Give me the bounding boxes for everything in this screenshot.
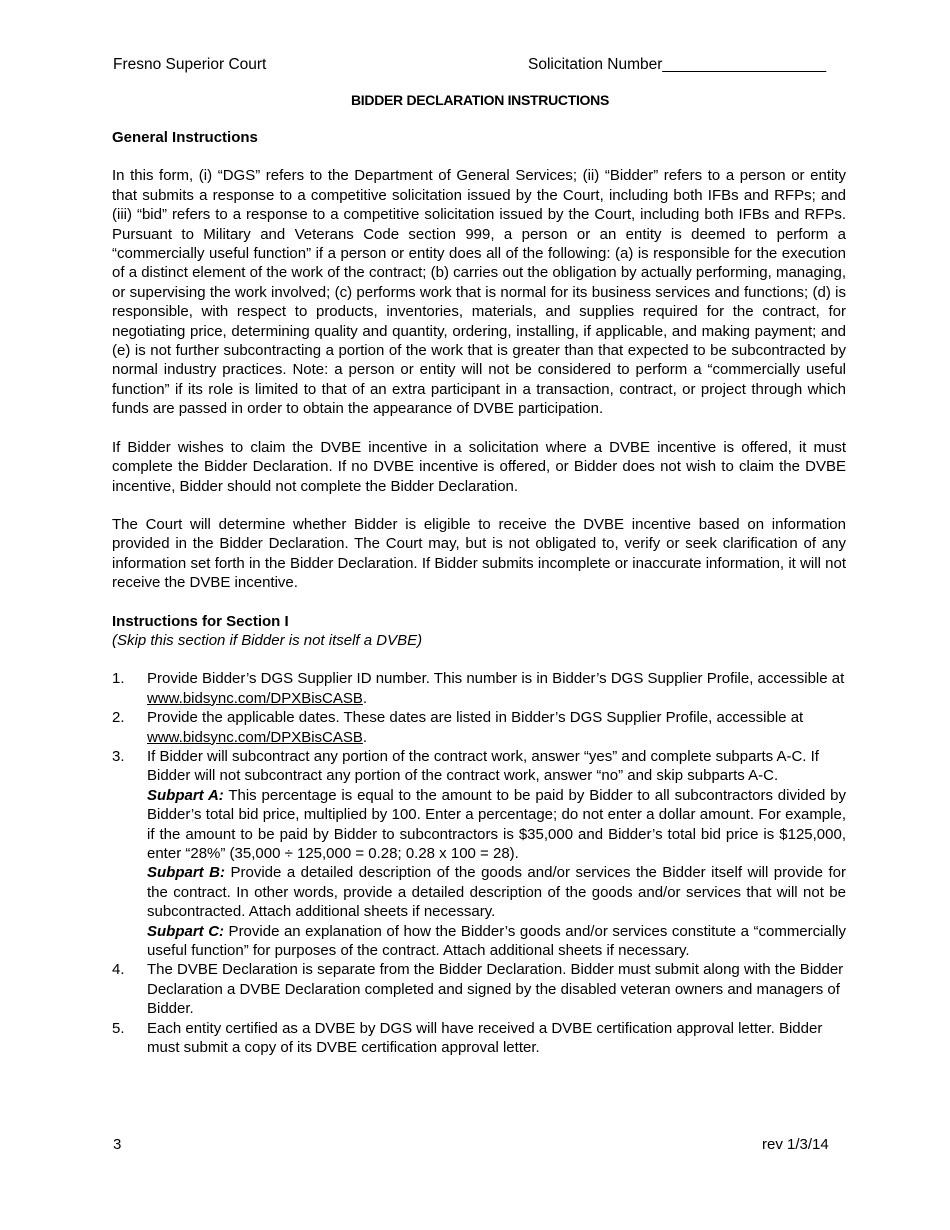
item-text: The DVBE Declaration is separate from the Bidder Declaration. Bidder must submit along with the Bidder Declaration a DVBE Declaration completed and signed by the disabled veteran owners and managers of Bidder. [147, 961, 844, 1018]
document-body [112, 128, 846, 1057]
list-item [112, 960, 846, 1018]
subpart-text: Provide an explanation of how the Bidder’s goods and/or services constitute a “commercially useful function” for purposes of the contract. Attach additional sheets if necessary. [147, 922, 846, 960]
item-number: 3. [112, 747, 125, 765]
section1-heading: Instructions for Section I [112, 612, 289, 630]
subpart-text: Provide a detailed description of the goods and/or services the Bidder itself will provide for the contract. In other words, provide a detailed description of the goods and/or services that will not be subcontracted. Attach additional sheets if necessary. [147, 864, 846, 921]
solicitation-number-field: Solicitation Number___________________ [528, 56, 827, 73]
item-number: 2. [112, 709, 125, 727]
bidsync-link[interactable]: www.bidsync.com/DPXBisCASB [147, 689, 363, 707]
item-end: . [362, 689, 368, 707]
subpart-text: This percentage is equal to the amount to be paid by Bidder to all subcontractors divided by Bidder’s total bid price, multiplied by 100. Enter a percentage; do not enter a dollar amount. For example, if the amount to be paid by Bidder to subcontractors is $35,000 and Bidder’s total bid price is $125,000, enter “28%” (35,000 ÷ 125,000 = 0.28; 0.28 x 100 = 28). [147, 786, 846, 862]
subpart-label: Subpart C: [147, 922, 225, 940]
list-item [112, 708, 846, 747]
page-title: BIDDER DECLARATION INSTRUCTIONS [351, 92, 609, 108]
general-paragraph-3: The Court will determine whether Bidder is eligible to receive the DVBE incentive based on information provided in the Bidder Declaration. The Court may, but is not obligated to, verify or seek clarification of any information set forth in the Bidder Declaration. If Bidder submits incomplete or inaccurate information, it will not receive the DVBE incentive. [112, 515, 846, 592]
general-instructions-heading: General Instructions [112, 129, 258, 146]
item-number: 1. [112, 670, 125, 688]
item-text: Each entity certified as a DVBE by DGS will have received a DVBE certification approval letter. Bidder must submit a copy of its DVBE certification approval letter. [147, 1019, 823, 1057]
subpart-c [147, 922, 846, 961]
instruction-list [112, 669, 846, 1057]
item-text: Provide Bidder’s DGS Supplier ID number. This number is in Bidder’s DGS Supplier Profile, accessible at [147, 670, 845, 688]
bidsync-link[interactable]: www.bidsync.com/DPXBisCASB [147, 728, 363, 746]
item-text: Provide the applicable dates. These dates are listed in Bidder’s DGS Supplier Profile, accessible at [147, 709, 804, 727]
general-paragraph-2: If Bidder wishes to claim the DVBE incentive in a solicitation where a DVBE incentive is offered, it must complete the Bidder Declaration. If no DVBE incentive is offered, or Bidder does not wish to claim the DVBE incentive, Bidder should not complete the Bidder Declaration. [112, 438, 846, 495]
list-item [112, 669, 846, 708]
item-end: . [362, 728, 368, 746]
item-number: 4. [112, 961, 125, 979]
item-number: 5. [112, 1019, 125, 1037]
subpart-b [147, 863, 846, 921]
revision-label: rev 1/3/14 [762, 1136, 829, 1153]
court-name: Fresno Superior Court [113, 56, 267, 73]
subpart-label: Subpart B: [147, 864, 225, 882]
subpart-a [147, 786, 846, 864]
list-item [112, 747, 846, 960]
section1-note: (Skip this section if Bidder is not itself a DVBE) [112, 631, 423, 649]
general-paragraph-1: In this form, (i) “DGS” refers to the Department of General Services; (ii) “Bidder” refers to a person or entity that submits a response to a competitive solicitation issued by the Court, including both IFBs and RFPs; and (iii) “bid” refers to a response to a competitive solicitation issued by the Court, including both IFBs and RFPs. Pursuant to Military and Veterans Code section 999, a person or an entity is deemed to perform a “commercially useful function” if a person or entity does all of the following: (a) is responsible for the execution of a distinct element of the work of the contract; (b) carries out the obligation by actually performing, managing, or supervising the work involved; (c) performs work that is normal for its business services and functions; (d) is responsible, with respect to products, inventories, materials, and supplies required for the contract, for negotiating price, determining quality and quantity, ordering, installing, if applicable, and making payment; and (e) is not further subcontracting a portion of the work that is greater than that expected to be subcontracted by normal industry practices. Note: a person or entity will not be considered to perform a “commercially useful function” if its role is limited to that of an extra participant in a transaction, contract, or project through which funds are passed in order to obtain the appearance of DVBE participation. [112, 167, 846, 418]
item-text: If Bidder will subcontract any portion of the contract work, answer “yes” and complete subparts A-C. If Bidder will not subcontract any portion of the contract work, answer “no” and skip subparts A-C. [147, 747, 819, 785]
subpart-label: Subpart A: [147, 786, 224, 804]
page-number: 3 [113, 1136, 122, 1153]
list-item [112, 1019, 846, 1058]
